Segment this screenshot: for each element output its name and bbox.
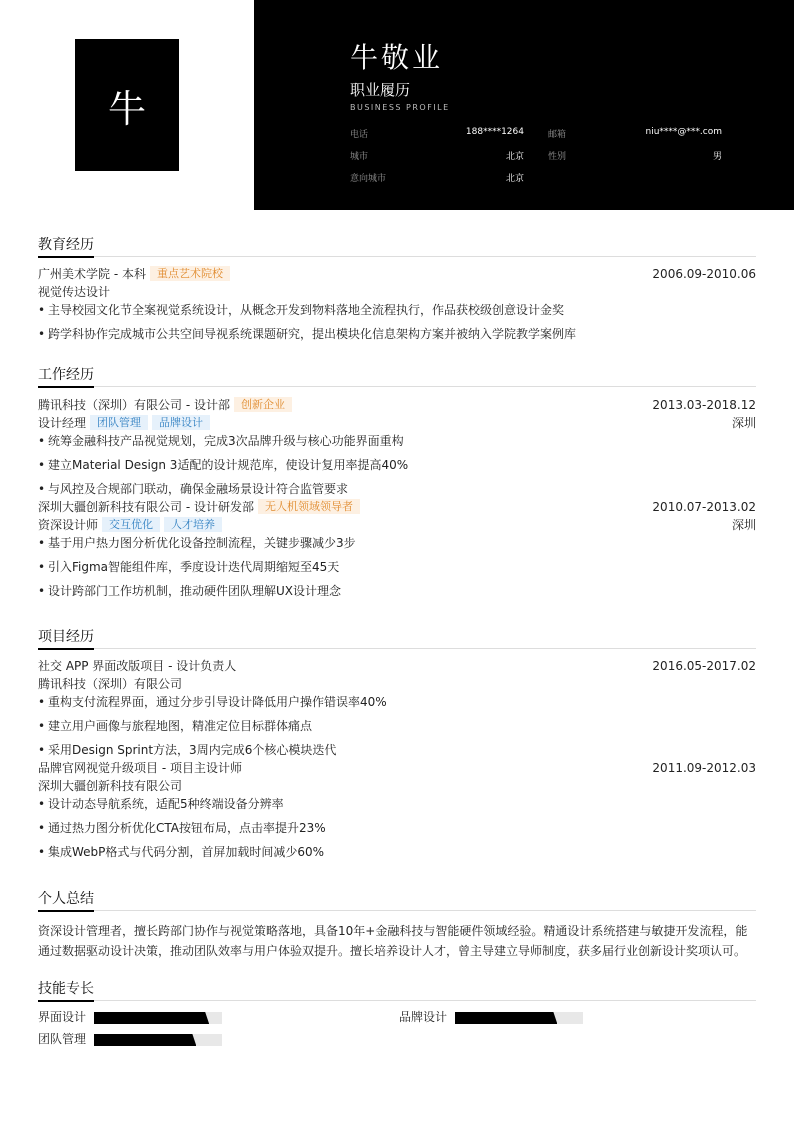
- skill-tag: 品牌设计: [152, 415, 210, 430]
- project-name: 社交 APP 界面改版项目 - 设计负责人: [38, 659, 237, 673]
- skill-bar-fill: [94, 1034, 196, 1046]
- section-title: 工作经历: [38, 364, 756, 387]
- section-title: 技能专长: [38, 978, 756, 1001]
- gender-label: 性别: [548, 152, 567, 162]
- gender-value: 男: [712, 152, 722, 162]
- summary-text: 资深设计管理者，擅长跨部门协作与视觉策略落地，具备10年+金融科技与智能硬件领域经验。精通设计系统搭建与敏捷开发流程，能通过数据驱动设计决策，推动团队效率与用户体验双提升。擅长培养设计人才，曾主导建立导师制度，获多届行业创新设计奖项认可。: [38, 924, 748, 958]
- resume-title-en: BUSINESS PROFILE: [350, 103, 450, 112]
- education-section: [38, 234, 756, 349]
- avatar-initial: 牛: [107, 86, 146, 131]
- company-line: 腾讯科技（深圳）有限公司 - 设计部: [38, 398, 230, 412]
- major: 视觉传达设计: [38, 285, 111, 299]
- job-role-row: [38, 414, 756, 432]
- avatar: [75, 39, 179, 171]
- project-header: [38, 657, 756, 675]
- list-item: • 采用Design Sprint方法，3周内完成6个核心模块迭代: [38, 741, 756, 759]
- list-item: • 建立Material Design 3适配的设计规范库，使设计复用率提高40%: [38, 456, 756, 480]
- job-location: 深圳: [731, 416, 756, 430]
- city-value: 北京: [505, 152, 524, 162]
- project-name: 品牌官网视觉升级项目 - 项目主设计师: [38, 761, 242, 775]
- job-role-row: [38, 516, 756, 534]
- list-item: • 引入Figma智能组件库，季度设计迭代周期缩短至45天: [38, 558, 756, 582]
- skill-item: [38, 1010, 238, 1026]
- skill-bar: [94, 1034, 222, 1046]
- list-item: • 重构支付流程界面，通过分步引导设计降低用户操作错误率40%: [38, 693, 756, 717]
- skill-name: 界面设计: [38, 1010, 87, 1024]
- list-item: • 跨学科协作完成城市公共空间导视系统课题研究，提出模块化信息架构方案并被纳入学院教学案例库: [38, 325, 756, 349]
- list-item: • 主导校园文化节全案视觉系统设计，从概念开发到物料落地全流程执行，作品获校级创意设计金奖: [38, 301, 756, 325]
- list-item: • 通过热力图分析优化CTA按钮布局，点击率提升23%: [38, 819, 756, 843]
- work-section: [38, 364, 756, 606]
- candidate-name: 牛敬业: [350, 41, 444, 74]
- job-dates: 2013.03-2018.12: [652, 398, 756, 412]
- education-header: [38, 265, 756, 283]
- company-tag: 创新企业: [234, 397, 292, 412]
- email-label: 邮箱: [548, 130, 567, 140]
- list-item: • 建立用户画像与旅程地图，精准定位目标群体痛点: [38, 717, 756, 741]
- skill-bar: [455, 1012, 583, 1024]
- skill-bar: [94, 1012, 222, 1024]
- skill-tag: 团队管理: [90, 415, 148, 430]
- job-header: [38, 396, 756, 414]
- list-item: • 设计动态导航系统，适配5种终端设备分辨率: [38, 795, 756, 819]
- job-dates: 2010.07-2013.02: [652, 500, 756, 514]
- phone-label: 电话: [350, 130, 369, 140]
- skills-section: [38, 978, 756, 1058]
- job-location: 深圳: [731, 518, 756, 532]
- job-role: 设计经理: [38, 416, 87, 430]
- skill-bar-fill: [94, 1012, 209, 1024]
- list-item: • 基于用户热力图分析优化设备控制流程，关键步骤减少3步: [38, 534, 756, 558]
- company-line: 深圳大疆创新科技有限公司 - 设计研发部: [38, 500, 254, 514]
- phone-value: 188****1264: [465, 127, 524, 137]
- target-city-value: 北京: [505, 174, 524, 184]
- projects-section: [38, 626, 756, 867]
- list-item: • 设计跨部门工作坊机制，推动硬件团队理解UX设计理念: [38, 582, 756, 606]
- skill-item: [399, 1010, 599, 1026]
- section-title: 个人总结: [38, 888, 756, 911]
- section-title: 项目经历: [38, 626, 756, 649]
- list-item: • 统筹金融科技产品视觉规划，完成3次品牌升级与核心功能界面重构: [38, 432, 756, 456]
- skill-bar-fill: [455, 1012, 557, 1024]
- school-tag: 重点艺术院校: [150, 266, 230, 281]
- project-company: 腾讯科技（深圳）有限公司: [38, 677, 183, 691]
- list-item: • 与风控及合规部门联动，确保金融场景设计符合监管要求: [38, 480, 756, 498]
- profile-banner: [254, 0, 794, 210]
- section-title: 教育经历: [38, 234, 756, 257]
- resume-title: 职业履历: [350, 81, 411, 99]
- email-value: niu****@***.com: [645, 127, 722, 137]
- school-line: 广州美术学院 - 本科: [38, 267, 146, 281]
- job-header: [38, 498, 756, 516]
- list-item: • 集成WebP格式与代码分割，首屏加载时间减少60%: [38, 843, 756, 867]
- target-city-label: 意向城市: [350, 174, 387, 184]
- project-company: 深圳大疆创新科技有限公司: [38, 779, 183, 793]
- company-tag: 无人机领域领导者: [258, 499, 360, 514]
- skill-item: [38, 1032, 238, 1048]
- project-header: [38, 759, 756, 777]
- skill-tag: 交互优化: [102, 517, 160, 532]
- skill-name: 品牌设计: [399, 1010, 448, 1024]
- job-role: 资深设计师: [38, 518, 99, 532]
- skill-tag: 人才培养: [164, 517, 222, 532]
- summary-section: [38, 888, 756, 961]
- education-dates: 2006.09-2010.06: [652, 267, 756, 281]
- city-label: 城市: [350, 152, 369, 162]
- skill-name: 团队管理: [38, 1032, 87, 1046]
- project-dates: 2011.09-2012.03: [652, 761, 756, 775]
- project-dates: 2016.05-2017.02: [652, 659, 756, 673]
- resume-header: [0, 0, 794, 210]
